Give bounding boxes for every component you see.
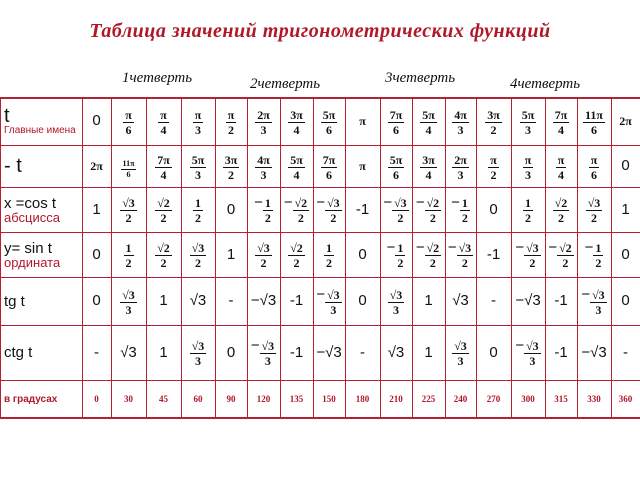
sin-row-cell (146, 232, 181, 277)
row-header (0, 325, 82, 380)
ctg-row-cell (412, 325, 445, 380)
cell-value: − $\frac{√2}{2}$ (548, 239, 572, 270)
cell-value: 1 (226, 245, 236, 263)
cos-sublabel: абсцисса (4, 209, 60, 225)
quarter-3-label: 3четверть (385, 70, 456, 86)
cell-value: 1 (92, 200, 101, 218)
cell-value: − $\frac{√3}{2}$ (383, 194, 407, 225)
cell-value: $\frac{√2}{2}$ (290, 241, 303, 270)
cell-value: π (359, 114, 366, 128)
tg-row-cell (611, 277, 640, 325)
cell-value: −√3 (250, 292, 277, 309)
neg-t-row-cell (247, 145, 280, 187)
sin-row-cell (181, 232, 215, 277)
cell-value: − $\frac{√3}{3}$ (250, 337, 275, 368)
cell-value: √3 (387, 343, 405, 361)
row-header (0, 380, 82, 419)
cell-value: 0 (92, 292, 101, 309)
tg-row-cell (146, 277, 181, 325)
cell-value: $\frac{\pi}{4}$ (557, 152, 565, 182)
neg-t-row-cell (215, 145, 247, 187)
cell-value: 0 (92, 112, 101, 129)
cell-value: $\frac{11\pi}{6}$ (585, 107, 603, 137)
cell-value: 0 (358, 245, 367, 263)
cell-value: 2π (619, 114, 632, 128)
cell-value: − $\frac{√3}{3}$ (581, 285, 605, 317)
cell-value: $\frac{\pi}{2}$ (227, 107, 235, 137)
cos-row-cell (545, 187, 577, 232)
cell-value: 1 (424, 292, 433, 309)
degrees-row-cell (111, 380, 146, 419)
cell-value: $\frac{√3}{3}$ (389, 287, 403, 317)
ctg-row-cell (215, 325, 247, 380)
cell-value: $\frac{1}{2}$ (525, 196, 531, 225)
cell-value: - (228, 292, 234, 309)
cell-value: − $\frac{√3}{3}$ (515, 337, 539, 368)
t-label: t (4, 105, 10, 127)
cell-value: $\frac{3\pi}{2}$ (224, 152, 238, 182)
t-row-cell (380, 97, 412, 145)
tg-row-cell (577, 277, 611, 325)
tg-row-cell (111, 277, 146, 325)
sin-row-cell (577, 232, 611, 277)
degrees-row-cell (146, 380, 181, 419)
cell-value: $\frac{\pi}{3}$ (524, 152, 532, 182)
t-row-cell (476, 97, 511, 145)
tg-row-cell (412, 277, 445, 325)
cos-row-cell (247, 187, 280, 232)
cell-value: -1 (355, 200, 370, 218)
t-row-cell (181, 97, 215, 145)
cell-value: $\frac{7\pi}{4}$ (554, 107, 568, 137)
tg-row-cell (445, 277, 476, 325)
sin-row-cell (215, 232, 247, 277)
neg-t-row-cell (445, 145, 476, 187)
ctg-row-cell (545, 325, 577, 380)
cell-value: $\frac{√2}{2}$ (157, 196, 170, 225)
cell-value: − $\frac{1}{2}$ (451, 194, 468, 225)
cos-row-cell (445, 187, 476, 232)
cell-value: $\frac{5\pi}{3}$ (191, 152, 205, 182)
ctg-row-cell (82, 325, 111, 380)
cell-value: 0 (621, 157, 630, 174)
quarter-1-label: 1четверть (122, 70, 193, 86)
neg-t-row-cell (313, 145, 345, 187)
cell-value: √3 (120, 343, 137, 361)
neg-t-row-cell (412, 145, 445, 187)
cell-value: -1 (554, 292, 568, 309)
sin-label: y= sin t (4, 239, 52, 257)
sin-row-cell (313, 232, 345, 277)
trig-table (0, 97, 640, 419)
sin-row-cell (476, 232, 511, 277)
degrees-row-cell (412, 380, 445, 419)
degrees-row-cell (82, 380, 111, 419)
t-row-cell (215, 97, 247, 145)
cell-value: 2π (90, 159, 103, 173)
cell-value: − $\frac{√3}{2}$ (515, 239, 539, 270)
ctg-row-cell (511, 325, 545, 380)
cell-value: $\frac{2\pi}{3}$ (454, 152, 467, 182)
cos-row-cell (313, 187, 345, 232)
row-header (0, 232, 82, 277)
cell-value: $\frac{5\pi}{3}$ (521, 107, 535, 137)
sin-row-cell (82, 232, 111, 277)
degrees-row-cell (313, 380, 345, 419)
degrees-row-cell (577, 380, 611, 419)
cos-row-cell (181, 187, 215, 232)
neg-t-row-cell (577, 145, 611, 187)
sin-row-cell (247, 232, 280, 277)
t-row-cell (611, 97, 640, 145)
cell-value: $\frac{11\pi}{6}$ (122, 158, 135, 179)
cell-value: − $\frac{√3}{3}$ (316, 285, 340, 317)
cell-value: $\frac{5\pi}{6}$ (389, 152, 403, 182)
tg-row-cell (545, 277, 577, 325)
cell-value: $\frac{\pi}{6}$ (590, 152, 598, 182)
quarter-4-label: 4четверть (510, 76, 581, 92)
cos-row-cell (380, 187, 412, 232)
degree-value: 120 (256, 394, 271, 404)
t-row-cell (511, 97, 545, 145)
cell-value: − $\frac{1}{2}$ (584, 239, 602, 270)
cell-value: 0 (358, 292, 367, 309)
cell-value: - (360, 343, 365, 361)
cell-value: -1 (554, 343, 568, 361)
cell-value: −√3 (581, 343, 607, 361)
t-row-cell (345, 97, 380, 145)
cell-value: $\frac{√2}{2}$ (554, 196, 568, 225)
sin-row-cell (345, 232, 380, 277)
ctg-row-cell (345, 325, 380, 380)
sin-row-cell (380, 232, 412, 277)
degree-value: 210 (389, 394, 403, 404)
cell-value: 1 (159, 343, 168, 361)
neg-t-row-cell (181, 145, 215, 187)
cell-value: $\frac{3\pi}{4}$ (290, 107, 303, 137)
sin-row-cell (412, 232, 445, 277)
cell-value: $\frac{\pi}{2}$ (490, 152, 497, 182)
t-row-cell (247, 97, 280, 145)
degrees-row-cell (611, 380, 640, 419)
neg-t-row-cell (82, 145, 111, 187)
degree-value: 180 (355, 394, 370, 404)
cell-value: − $\frac{√2}{2}$ (415, 194, 440, 225)
cell-value: $\frac{1}{2}$ (326, 241, 332, 270)
sin-row-cell (511, 232, 545, 277)
degrees-row-cell (280, 380, 313, 419)
cell-value: $\frac{√3}{2}$ (257, 241, 270, 270)
cell-value: 0 (226, 200, 236, 218)
t-row-cell (577, 97, 611, 145)
cell-value: - (491, 292, 496, 309)
neg-t-row-cell (545, 145, 577, 187)
ctg-row-cell (313, 325, 345, 380)
degrees-row-cell (476, 380, 511, 419)
tg-row-cell (280, 277, 313, 325)
degree-value: 0 (94, 394, 99, 404)
cos-row-cell (82, 187, 111, 232)
degrees-row-cell (511, 380, 545, 419)
cell-value: − $\frac{1}{2}$ (254, 194, 271, 225)
cell-value: $\frac{4\pi}{3}$ (257, 152, 270, 182)
neg-t-row-cell (345, 145, 380, 187)
cell-value: -1 (289, 292, 304, 309)
cell-value: $\frac{√3}{3}$ (191, 339, 205, 368)
degrees-row-cell (345, 380, 380, 419)
cos-row-cell (577, 187, 611, 232)
cell-value: − $\frac{√3}{2}$ (316, 194, 340, 225)
cos-row-cell (511, 187, 545, 232)
cell-value: -1 (289, 343, 304, 361)
ctg-row-cell (247, 325, 280, 380)
tg-row-cell (215, 277, 247, 325)
neg-t-row-cell (511, 145, 545, 187)
cos-row-cell (476, 187, 511, 232)
degree-value: 45 (159, 394, 168, 404)
cell-value: $\frac{\pi}{3}$ (194, 107, 202, 137)
ctg-row-cell (476, 325, 511, 380)
sin-row-cell (111, 232, 146, 277)
cell-value: $\frac{2\pi}{3}$ (257, 107, 270, 137)
sin-sublabel: ордината (4, 254, 61, 270)
cell-value: 0 (621, 292, 630, 309)
cell-value: $\frac{√3}{2}$ (122, 196, 135, 225)
cos-row-cell (611, 187, 640, 232)
cell-value: 1 (159, 292, 168, 309)
cell-value: $\frac{3\pi}{4}$ (422, 152, 435, 182)
tg-row-cell (380, 277, 412, 325)
cell-value: − $\frac{√2}{2}$ (415, 239, 440, 270)
ctg-row-cell (445, 325, 476, 380)
degree-value: 30 (124, 394, 133, 404)
cell-value: 0 (92, 245, 101, 263)
neg-t-row-cell (380, 145, 412, 187)
t-row-cell (146, 97, 181, 145)
row-header (0, 277, 82, 325)
degree-value: 225 (421, 394, 436, 404)
cell-value: $\frac{1}{2}$ (125, 241, 132, 270)
cell-value: $\frac{5\pi}{6}$ (322, 107, 336, 137)
ctg-row-cell (181, 325, 215, 380)
ctg-label: ctg t (4, 344, 33, 361)
row-header (0, 145, 82, 187)
cell-value: −√3 (515, 292, 541, 309)
page-title: Таблица значений тригонометрических функций (89, 20, 551, 42)
degree-value: 60 (193, 394, 203, 404)
cell-value: $\frac{√3}{3}$ (122, 287, 135, 317)
degree-value: 315 (554, 394, 568, 404)
cell-value: − $\frac{√3}{2}$ (447, 239, 472, 270)
sin-row-cell (280, 232, 313, 277)
degree-value: 360 (618, 394, 633, 404)
cos-row-cell (412, 187, 445, 232)
tg-row-cell (345, 277, 380, 325)
cell-value: $\frac{√3}{2}$ (191, 241, 205, 270)
cos-row-cell (146, 187, 181, 232)
cell-value: − $\frac{1}{2}$ (386, 239, 404, 270)
cell-value: $\frac{√3}{2}$ (587, 196, 601, 225)
cell-value: 0 (226, 343, 236, 361)
degree-value: 270 (486, 394, 501, 404)
cell-value: 1 (621, 200, 630, 218)
cos-row-cell (345, 187, 380, 232)
cell-value: 1 (424, 343, 433, 361)
degrees-row-cell (380, 380, 412, 419)
cell-value: π (359, 159, 366, 173)
cell-value: - (623, 343, 628, 361)
ctg-row-cell (380, 325, 412, 380)
cell-value: $\frac{7\pi}{6}$ (389, 107, 403, 137)
cos-row-cell (111, 187, 146, 232)
t-row-cell (412, 97, 445, 145)
tg-row-cell (82, 277, 111, 325)
t-row-cell (313, 97, 345, 145)
degree-value: 330 (587, 394, 601, 404)
cell-value: √3 (189, 292, 207, 309)
neg-t-label: - t (4, 155, 22, 177)
cell-value: √3 (452, 292, 469, 309)
ctg-row-cell (280, 325, 313, 380)
cell-value: $\frac{\pi}{4}$ (160, 107, 167, 137)
cell-value: $\frac{4\pi}{3}$ (454, 107, 467, 137)
t-row-cell (545, 97, 577, 145)
cos-row-cell (280, 187, 313, 232)
cell-value: $\frac{7\pi}{6}$ (322, 152, 336, 182)
row-header (0, 187, 82, 232)
cell-value: $\frac{1}{2}$ (195, 196, 201, 225)
degree-value: 150 (322, 394, 336, 404)
degrees-row-cell (445, 380, 476, 419)
cell-value: −√3 (316, 343, 342, 361)
cell-value: $\frac{3\pi}{2}$ (487, 107, 500, 137)
degrees-row-cell (545, 380, 577, 419)
cell-value: 0 (489, 200, 498, 218)
cos-row-cell (215, 187, 247, 232)
neg-t-row-cell (280, 145, 313, 187)
cell-value: $\frac{\pi}{6}$ (125, 107, 132, 137)
tg-row-cell (476, 277, 511, 325)
t-sublabel: Главные имена (4, 125, 76, 136)
cell-value: 0 (621, 245, 630, 263)
cell-value: $\frac{√2}{2}$ (157, 241, 170, 270)
cell-value: $\frac{7\pi}{4}$ (157, 152, 170, 182)
tg-row-cell (181, 277, 215, 325)
cos-label: x =cos t (4, 194, 57, 212)
t-row-cell (280, 97, 313, 145)
cell-value: − $\frac{√2}{2}$ (283, 194, 308, 225)
cell-value: $\frac{5\pi}{4}$ (422, 107, 435, 137)
degree-value: 90 (226, 394, 236, 404)
degrees-row-cell (181, 380, 215, 419)
degree-value: 240 (453, 394, 468, 404)
quarter-2-label: 2четверть (250, 76, 321, 92)
sin-row-cell (445, 232, 476, 277)
tg-row-cell (511, 277, 545, 325)
cell-value: $\frac{√3}{3}$ (454, 339, 467, 368)
degrees-row-cell (247, 380, 280, 419)
ctg-row-cell (577, 325, 611, 380)
tg-row-cell (313, 277, 345, 325)
degrees-label: в градусах (4, 393, 58, 405)
t-row-cell (445, 97, 476, 145)
neg-t-row-cell (476, 145, 511, 187)
t-row-cell (82, 97, 111, 145)
tg-label: tg t (4, 292, 25, 310)
cell-value: 0 (489, 343, 498, 361)
neg-t-row-cell (611, 145, 640, 187)
cell-value: $\frac{5\pi}{4}$ (290, 152, 303, 182)
degree-value: 135 (289, 394, 304, 404)
neg-t-row-cell (111, 145, 146, 187)
cell-value: - (94, 343, 99, 361)
sin-row-cell (545, 232, 577, 277)
tg-row-cell (247, 277, 280, 325)
cell-value: -1 (486, 245, 501, 263)
ctg-row-cell (611, 325, 640, 380)
t-row-cell (111, 97, 146, 145)
row-header (0, 97, 82, 145)
ctg-row-cell (111, 325, 146, 380)
degree-value: 300 (521, 394, 535, 404)
degrees-row-cell (215, 380, 247, 419)
neg-t-row-cell (146, 145, 181, 187)
sin-row-cell (611, 232, 640, 277)
ctg-row-cell (146, 325, 181, 380)
